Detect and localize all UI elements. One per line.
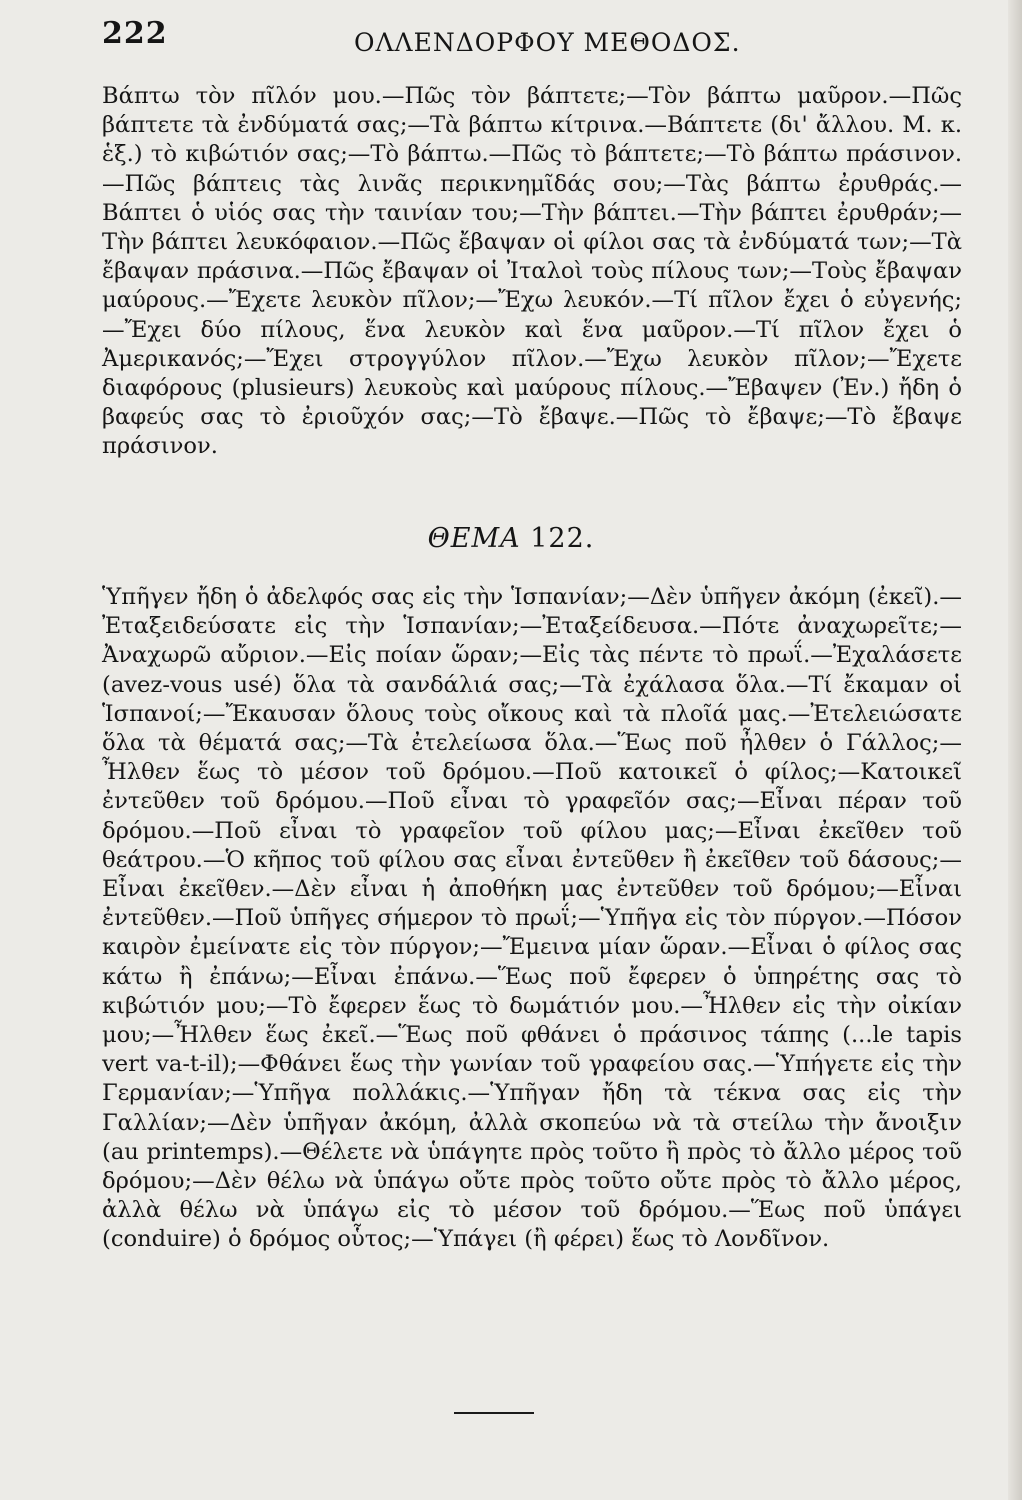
section-title-number: 122.	[530, 523, 595, 554]
page-header	[102, 14, 962, 62]
page-number: 222	[102, 16, 168, 51]
running-head: ΟΛΛΕΝΔΟΡΦΟΥ ΜΕΘΟΔΟΣ.	[354, 28, 741, 57]
theme-text-paragraph: Ὑπῆγεν ἤδη ὁ ἀδελφός σας εἰς τὴν Ἱσπανίαν;—Δὲν ὑπῆγεν ἀκόμη (ἐκεῖ).—Ἐταξειδεύσατε εἰς τὴν Ἱσπανίαν;—Ἐταξείδευσα.—Πότε ἀναχωρεῖτε;—Ἀναχωρῶ αὔριον.—Εἰς ποίαν ὥραν;—Εἰς τὰς πέντε τὸ πρωΐ.—Ἐχαλάσετε (avez-vous usé) ὅλα τὰ σανδάλιά σας;—Τὰ ἐχάλασα ὅλα.—Τί ἔκαμαν οἱ Ἱσπανοί;—Ἔκαυσαν ὅλους τοὺς οἴκους καὶ τὰ πλοῖά μας.—Ἐτελειώσατε ὅλα τὰ θέματά σας;—Τὰ ἐτελείωσα ὅλα.—Ἕως ποῦ ἦλθεν ὁ Γάλλος;—Ἦλθεν ἕως τὸ μέσον τοῦ δρόμου.—Ποῦ κατοικεῖ ὁ φίλος;—Κατοικεῖ ἐντεῦθεν τοῦ δρόμου.—Ποῦ εἶναι τὸ γραφεῖόν σας;—Εἶναι πέραν τοῦ δρόμου.—Ποῦ εἶναι τὸ γραφεῖον τοῦ φίλου μας;—Εἶναι ἐκεῖθεν τοῦ θεάτρου.—Ὁ κῆπος τοῦ φίλου σας εἶναι ἐντεῦθεν ἢ ἐκεῖθεν τοῦ δάσους;—Εἶναι ἐκεῖθεν.—Δὲν εἶναι ἡ ἀποθήκη μας ἐντεῦθεν τοῦ δρόμου;—Εἶναι ἐντεῦθεν.—Ποῦ ὑπῆγες σήμερον τὸ πρωΐ;—Ὑπῆγα εἰς τὸν πύργον.—Πόσον καιρὸν ἐμείνατε εἰς τὸν πύργον;—Ἔμεινα μίαν ὥραν.—Εἶναι ὁ φίλος σας κάτω ἢ ἐπάνω;—Εἶναι ἐπάνω.—Ἕως ποῦ ἔφερεν ὁ ὑπηρέτης σας τὸ κιβώτιόν μου;—Τὸ ἔφερεν ἕως τὸ δωμάτιόν μου.—Ἦλθεν εἰς τὴν οἰκίαν μου;—Ἦλθεν ἕως ἐκεῖ.—Ἕως ποῦ φθάνει ὁ πράσινος τάπης (...le tapis vert va-t-il);—Φθάνει ἕως τὴν γωνίαν τοῦ γραφείου σας.—Ὑπήγετε εἰς τὴν Γερμανίαν;—Ὑπῆγα πολλάκις.—Ὑπῆγαν ἤδη τὰ τέκνα σας εἰς τὴν Γαλλίαν;—Δὲν ὑπῆγαν ἀκόμη, ἀλλὰ σκοπεύω νὰ τὰ στείλω τὴν ἄνοιξιν (au printemps).—Θέλετε νὰ ὑπάγητε πρὸς τοῦτο ἢ πρὸς τὸ ἄλλο μέρος τοῦ δρόμου;—Δὲν θέλω νὰ ὑπάγω οὔτε πρὸς τοῦτο οὔτε πρὸς τὸ ἄλλο μέρος, ἀλλὰ θέλω νὰ ὑπάγω εἰς τὸ μέσον τοῦ δρόμου.—Ἕως ποῦ ὑπάγει (conduire) ὁ δρόμος οὗτος;—Ὑπάγει (ἢ φέρει) ἕως τὸ Λονδῖνον.	[102, 584, 962, 1253]
section-title-word: ΘΕΜΑ	[427, 523, 521, 554]
end-rule-divider	[454, 1412, 534, 1414]
exercise-text-paragraph: Βάπτω τὸν πῖλόν μου.—Πῶς τὸν βάπτετε;—Τὸν βάπτω μαῦρον.—Πῶς βάπτετε τὰ ἐνδύματά σας;—Τὰ βάπτω κίτρινα.—Βάπτετε (δι' ἄλλου. Μ. κ. ἑξ.) τὸ κιβώτιόν σας;—Τὸ βάπτω.—Πῶς τὸ βάπτετε;—Τὸ βάπτω πράσινον.—Πῶς βάπτεις τὰς λινᾶς περικνημῖδάς σου;—Τὰς βάπτω ἐρυθράς.—Βάπτει ὁ υἱός σας τὴν ταινίαν του;—Τὴν βάπτει.—Τὴν βάπτει ἐρυθράν;—Τὴν βάπτει λευκόφαιον.—Πῶς ἔβαψαν οἱ φίλοι σας τὰ ἐνδύματά των;—Τὰ ἔβαψαν πράσινα.—Πῶς ἔβαψαν οἱ Ἰταλοὶ τοὺς πίλους των;—Τοὺς ἔβαψαν μαύρους.—Ἔχετε λευκὸν πῖλον;—Ἔχω λευκόν.—Τί πῖλον ἔχει ὁ εὐγενής;—Ἔχει δύο πίλους, ἕνα λευκὸν καὶ ἕνα μαῦρον.—Τί πῖλον ἔχει ὁ Ἀμερικανός;—Ἔχει στρογγύλον πῖλον.—Ἔχω λευκὸν πῖλον;—Ἔχετε διαφόρους (plusieurs) λευκοὺς καὶ μαύρους πίλους.—Ἔβαψεν (Ἐν.) ἤδη ὁ βαφεύς σας τὸ ἐριοῦχόν σας;—Τὸ ἔβαψε.—Πῶς τὸ ἔβαψε;—Τὸ ἔβαψε πράσινον.	[102, 83, 962, 460]
section-title	[0, 523, 1022, 554]
page-spine-shadow	[1008, 0, 1022, 1500]
